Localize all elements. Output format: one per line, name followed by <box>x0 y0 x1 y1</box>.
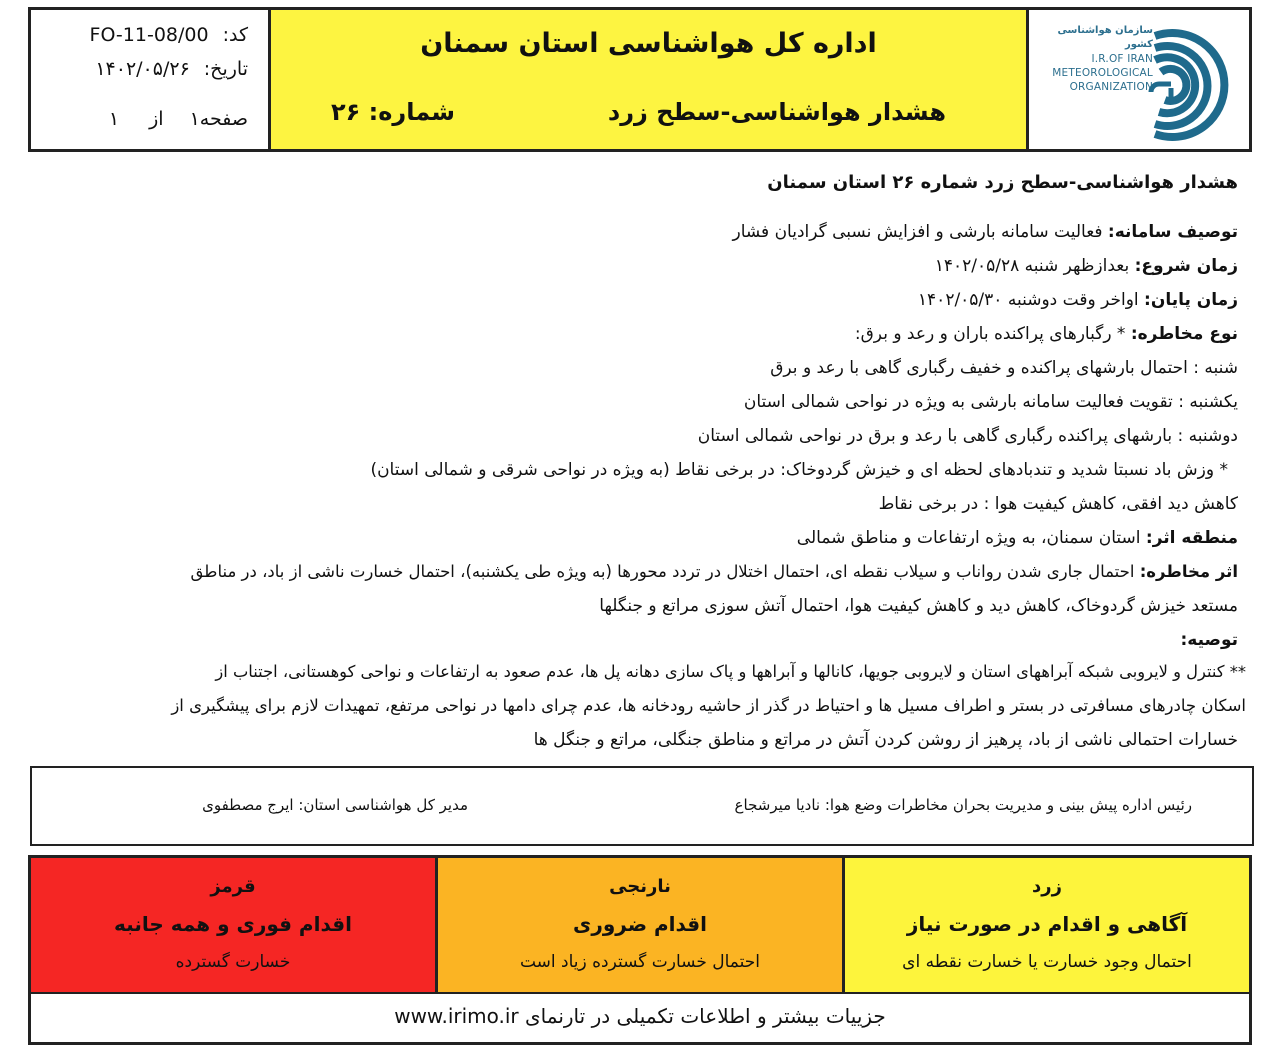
forecast-head-name: نادیا میرشجاع <box>734 796 821 814</box>
footer-more-info <box>31 994 1249 1028</box>
day-line-monday: دوشنبه : بارشهای پراکنده رگباری گاهی با رعد و برق در نواحی شمالی استان <box>697 426 1238 446</box>
advice-label: توصیه: <box>1180 630 1238 650</box>
forecast-head-label: رئیس اداره پیش بینی و مدیریت بحران مخاطرات وضع هوا: <box>824 796 1192 814</box>
level-orange <box>435 858 842 992</box>
end-time-label: زمان پایان: <box>1144 290 1238 310</box>
start-time-label: زمان شروع: <box>1134 256 1238 276</box>
document-meta-box <box>31 10 271 149</box>
hazard-impact-line2: مستعد خیزش گردوخاک، کاهش دید و کاهش کیفیت هوا، احتمال آتش سوزی مراتع و جنگلها <box>599 596 1238 616</box>
forecast-head-signature <box>735 796 1192 814</box>
date-value: ۱۴۰۲/۰۵/۲۶ <box>95 58 190 80</box>
alert-levels-legend <box>28 855 1252 1045</box>
advice-line3: خسارات احتمالی ناشی از باد، پرهیز از روشن کردن آتش در مراتع و مناطق جنگلی، مراتع و جنگل ها <box>533 730 1238 750</box>
logo-en-line1: I.R.OF IRAN <box>1091 53 1153 65</box>
level-yellow-name: زرد <box>1032 876 1062 897</box>
level-yellow <box>842 858 1249 992</box>
level-red-name: قرمز <box>210 876 256 897</box>
signatures-box <box>30 766 1254 846</box>
page-total: ۱ <box>108 108 120 130</box>
level-orange-name: نارنجی <box>609 876 671 897</box>
page-current: ۱ <box>189 108 200 130</box>
advice-line1: ** کنترل و لایروبی شبکه آبراههای استان و لایروبی جویها، کانالها و آبراهها و پاک سازی دهانه پل ها، عدم صعود به ارتفاعات و نواحی کوهستانی، اجتناب از <box>215 662 1246 681</box>
alert-number: شماره: ۲۶ <box>331 98 455 126</box>
hazard-type-value: * رگبارهای پراکنده باران و رعد و برق: <box>854 324 1131 344</box>
hazard-type-row <box>855 324 1238 344</box>
alert-levels-row <box>31 858 1249 994</box>
level-red <box>31 858 435 992</box>
wind-line: * وزش باد نسبتا شدید و تندبادهای لحظه ای و خیزش گردوخاک: در برخی نقاط (به ویژه در نواحی شرقی و شمالی استان) <box>370 460 1228 480</box>
director-signature <box>202 796 468 814</box>
system-description-label: توصیف سامانه: <box>1107 222 1238 242</box>
system-description-row <box>732 222 1238 242</box>
alert-level-title: هشدار هواشناسی-سطح زرد <box>607 98 946 126</box>
document-header <box>28 7 1252 152</box>
date-row <box>95 58 248 80</box>
footer-text: جزییات بیشتر و اطلاعات تکمیلی در تارنمای <box>525 1004 886 1028</box>
meteorological-organization-logo <box>1029 10 1249 149</box>
level-orange-description: احتمال خسارت گسترده زیاد است <box>519 952 760 972</box>
end-time-value: اواخر وقت دوشنبه ۱۴۰۲/۰۵/۳۰ <box>917 290 1145 310</box>
level-yellow-description: احتمال وجود خسارت یا خسارت نقطه ای <box>902 952 1192 972</box>
level-yellow-action: آگاهی و اقدام در صورت نیاز <box>906 912 1188 936</box>
hazard-type-label: نوع مخاطره: <box>1130 324 1238 344</box>
start-time-value: بعدازظهر شنبه ۱۴۰۲/۰۵/۲۸ <box>934 256 1135 276</box>
hazard-impact-label: اثر مخاطره: <box>1139 562 1238 581</box>
code-row <box>90 24 248 46</box>
visibility-line: کاهش دید افقی، کاهش کیفیت هوا : در برخی نقاط <box>878 494 1238 514</box>
level-red-description: خسارت گسترده <box>175 952 291 972</box>
date-label: تاریخ: <box>203 58 248 80</box>
spiral-logo-icon <box>1121 26 1231 146</box>
system-description-value: فعالیت سامانه بارشی و افزایش نسبی گرادیان فشار <box>732 222 1108 242</box>
logo-en-line2: METEOROLOGICAL <box>1052 67 1153 79</box>
website-link[interactable]: www.irimo.ir <box>394 1004 519 1028</box>
page-row <box>79 108 248 130</box>
page-label: صفحه <box>199 108 248 130</box>
day-line-sunday: یکشنبه : تقویت فعالیت سامانه بارشی به ویژه در نواحی شمالی استان <box>743 392 1238 412</box>
advice-line2: اسکان چادرهای مسافرتی در بستر و اطراف مسیل ها و احتیاط در گذر از حاشیه رودخانه ها، عدم چرای دامها در نواحی مرتفع، تمهیدات لازم برای پیشگیری از <box>171 696 1246 715</box>
affected-area-label: منطقه اثر: <box>1145 528 1238 548</box>
page-of: از <box>149 108 164 130</box>
director-label: مدیر کل هواشناسی استان: <box>298 796 468 814</box>
code-value: FO-11-08/00 <box>89 24 209 46</box>
logo-en-line3: ORGANIZATION <box>1069 81 1153 93</box>
title-box <box>271 10 1029 149</box>
level-orange-action: اقدام ضروری <box>572 912 708 936</box>
logo-fa-name: سازمان هواشناسی کشور <box>1057 25 1153 50</box>
organization-title: اداره کل هواشناسی استان سمنان <box>420 28 877 59</box>
end-time-row <box>918 290 1238 310</box>
start-time-row <box>935 256 1238 276</box>
affected-area-value: استان سمنان، به ویژه ارتفاعات و مناطق شمالی <box>796 528 1146 548</box>
code-label: کد: <box>222 24 248 46</box>
affected-area-row <box>797 528 1238 548</box>
level-red-action: اقدام فوری و همه جانبه <box>114 912 352 936</box>
day-line-saturday: شنبه : احتمال بارشهای پراکنده و خفیف رگباری گاهی با رعد و برق <box>770 358 1238 378</box>
director-name: ایرج مصطفوی <box>202 796 294 814</box>
hazard-impact-line1: احتمال جاری شدن رواناب و سیلاب نقطه ای، احتمال اختلال در تردد محورها (به ویژه طی یکشنبه)، احتمال خسارت ناشی از باد، در مناطق <box>190 562 1140 581</box>
hazard-impact-row <box>191 562 1238 581</box>
alert-heading: هشدار هواشناسی-سطح زرد شماره ۲۶ استان سمنان <box>767 172 1238 193</box>
